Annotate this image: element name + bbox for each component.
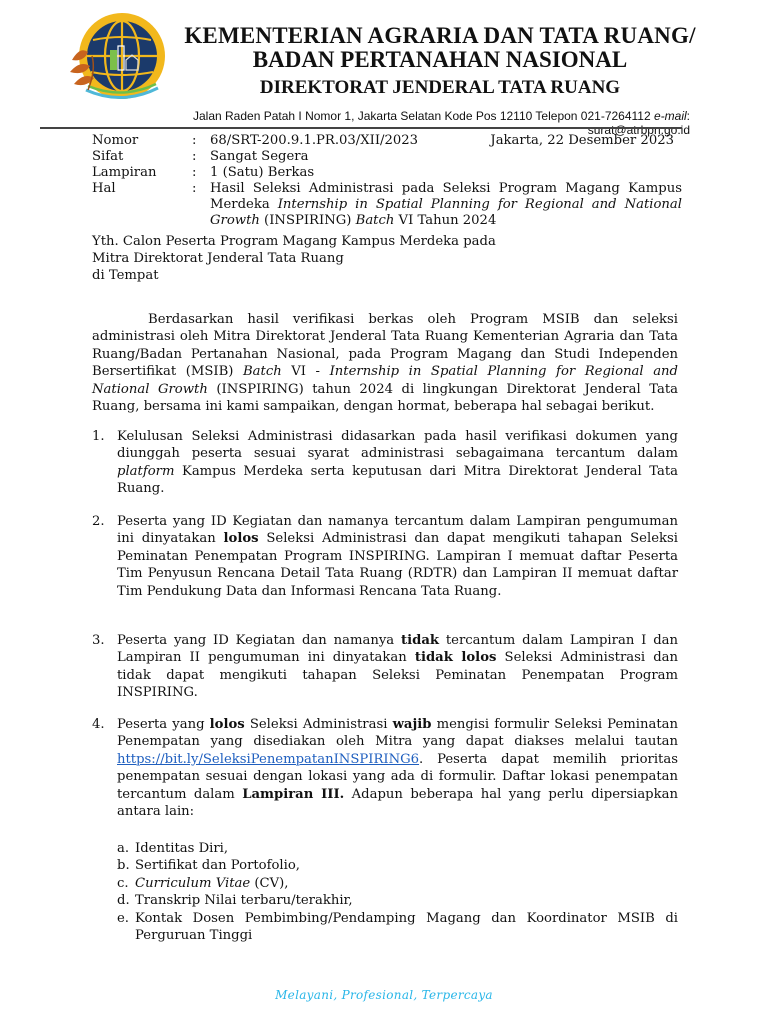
addressee-block: [92, 233, 682, 284]
lampiran-label: Lampiran: [92, 165, 157, 180]
addressee-line: Yth. Calon Peserta Program Magang Kampus Merdeka pada: [92, 234, 496, 249]
intro-italic: Internship in Spatial Planning for Regional and National Growth: [92, 364, 678, 397]
text-run: Seleksi Administrasi dan dapat mengikuti tahapan Seleksi Peminatan Penempatan Program INSPIRING. Lampiran I memuat daftar Peserta Tim Penyusun Rencana Detail Tata Ruang (RDTR) dan Lampiran II memuat daftar Tim Pendukung Data dan Informasi Rencana Tata Ruang.: [117, 531, 678, 599]
bold-run: wajib: [392, 717, 432, 732]
hal-italic: Batch: [355, 213, 395, 228]
letter-metadata: [92, 133, 682, 229]
intro-text: Berdasarkan hasil verifikasi berkas oleh Program MSIB dan seleksi administrasi oleh Mitra Direktorat Jenderal Tata Ruang Kementerian Agraria dan Tata Ruang/Badan Pertanahan Nasional, pada Program Magang dan Studi Independen Bersertifikat (MSIB): [92, 312, 678, 380]
sifat-value: Sangat Segera: [210, 149, 309, 164]
text-run: Peserta yang: [117, 717, 210, 732]
meta-row-lampiran: [92, 165, 682, 181]
atr-bpn-logo-icon: [66, 10, 170, 106]
text-run: Peserta yang ID Kegiatan dan namanya: [117, 633, 401, 648]
item-letter: b.: [117, 858, 130, 874]
intro-text: VI -: [281, 364, 330, 380]
meta-row-sifat: [92, 149, 682, 165]
colon: :: [192, 133, 197, 148]
item-number: 1.: [92, 429, 105, 444]
email-value: : surat@atrbpn.go.id: [587, 109, 690, 137]
item-text: [117, 716, 678, 820]
hal-value: [210, 181, 682, 229]
numbered-item-2: [92, 513, 678, 600]
item-text: Transkrip Nilai terbaru/terakhir,: [135, 893, 353, 909]
bold-run: tidak lolos: [414, 650, 497, 666]
letterhead: [170, 24, 710, 102]
italic-run: Curriculum Vitae: [135, 875, 251, 891]
address-text: Jalan Raden Patah I Nomor 1, Jakarta Selatan Kode Pos 12110 Telepon 021-7264112: [192, 109, 654, 123]
text-run: Peserta yang ID Kegiatan dan namanya tercantum dalam Lampiran pengumuman ini dinyatakan: [117, 514, 678, 547]
item-letter: a.: [117, 841, 130, 856]
bold-run: tidak: [401, 633, 440, 648]
item-text: [117, 632, 678, 702]
form-link[interactable]: https://bit.ly/SeleksiPenempatanINSPIRING6: [117, 751, 420, 767]
meta-row-hal: [92, 181, 682, 229]
item-letter: d.: [117, 893, 130, 909]
email-label: e-mail: [653, 109, 687, 123]
requirement-item: [117, 892, 678, 909]
requirement-item: [117, 840, 678, 857]
text-run: Seleksi Administrasi dan tidak dapat mengikuti tahapan Seleksi Peminatan Penempatan Program INSPIRING.: [117, 650, 679, 701]
colon: :: [192, 165, 197, 180]
hal-text: (INSPIRING): [259, 213, 356, 228]
item-text: Identitas Diri,: [135, 841, 229, 856]
nomor-label: Nomor: [92, 133, 139, 148]
intro-text: (INSPIRING) tahun 2024 di lingkungan Direktorat Jenderal Tata Ruang, bersama ini kami sampaikan, dengan hormat, beberapa hal sebagai berikut.: [92, 381, 679, 415]
requirement-item: [117, 857, 678, 874]
lampiran-value: 1 (Satu) Berkas: [210, 165, 315, 180]
text-run: tercantum dalam Lampiran I dan Lampiran II pengumuman ini dinyatakan: [117, 633, 679, 666]
bold-run: lolos: [223, 531, 259, 547]
colon: :: [192, 181, 197, 196]
addressee-line: di Tempat: [92, 268, 159, 283]
footer-tagline: Melayani, Profesional, Terpercaya: [275, 988, 493, 1002]
hal-italic: Internship in Spatial Planning for Regional and National Growth: [210, 197, 682, 228]
requirements-list: [117, 840, 678, 944]
text-run: mengisi formulir Seleksi Peminatan Penempatan yang disediakan oleh Mitra yang dapat diakses melalui tautan: [117, 717, 679, 750]
item-text: Sertifikat dan Portofolio,: [135, 858, 300, 874]
letterhead-divider: [40, 127, 682, 129]
letter-date: Jakarta, 22 Desember 2023: [490, 133, 674, 148]
bold-run: lolos: [209, 717, 245, 732]
text-run: (CV),: [250, 875, 289, 891]
item-letter: c.: [117, 875, 129, 891]
intro-italic: Batch: [242, 364, 282, 380]
text-run: Kampus Merdeka serta keputusan dari Mitra Direktorat Jenderal Tata Ruang.: [117, 463, 678, 497]
ministry-name-line2: BADAN PERTANAHAN NASIONAL: [252, 47, 628, 72]
hal-text: Hasil Seleksi Administrasi pada Seleksi Program Magang Kampus Merdeka: [210, 181, 682, 212]
text-run: Kelulusan Seleksi Administrasi didasarkan pada hasil verifikasi dokumen yang diunggah peserta sesuai syarat administrasi sebagaimana tercantum dalam: [117, 429, 678, 462]
item-letter: e.: [117, 910, 129, 926]
text-run: Adapun beberapa hal yang perlu dipersiapkan antara lain:: [117, 786, 678, 820]
bold-run: Lampiran III.: [242, 786, 345, 802]
requirement-item: [117, 875, 678, 892]
requirement-item: [117, 910, 678, 945]
hal-text: VI Tahun 2024: [394, 213, 497, 228]
item-number: 4.: [92, 717, 105, 732]
nomor-value: 68/SRT-200.9.1.PR.03/XII/2023: [210, 133, 419, 148]
numbered-item-4: [92, 716, 678, 820]
numbered-item-3: [92, 632, 678, 702]
sifat-label: Sifat: [92, 149, 124, 164]
directorate-name: DIREKTORAT JENDERAL TATA RUANG: [259, 77, 621, 98]
text-run: Seleksi Administrasi: [244, 717, 393, 732]
ministry-name-line1: KEMENTERIAN AGRARIA DAN TATA RUANG/: [184, 23, 696, 48]
item-text: [135, 875, 678, 892]
italic-run: platform: [117, 463, 175, 479]
numbered-item-1: [92, 428, 678, 498]
item-text: [117, 428, 678, 498]
item-number: 3.: [92, 633, 105, 648]
hal-label: Hal: [92, 181, 116, 196]
item-text: [117, 513, 678, 600]
item-text: Kontak Dosen Pembimbing/Pendamping Magang dan Koordinator MSIB di Perguruan Tinggi: [135, 910, 678, 944]
text-run: . Peserta dapat memilih prioritas penempatan sesuai dengan lokasi yang ada di formulir. Daftar lokasi penempatan tercantum dalam: [117, 751, 678, 802]
addressee-line: Mitra Direktorat Jenderal Tata Ruang: [92, 251, 344, 266]
colon: :: [192, 149, 197, 164]
intro-paragraph: [92, 311, 678, 415]
item-number: 2.: [92, 514, 105, 529]
